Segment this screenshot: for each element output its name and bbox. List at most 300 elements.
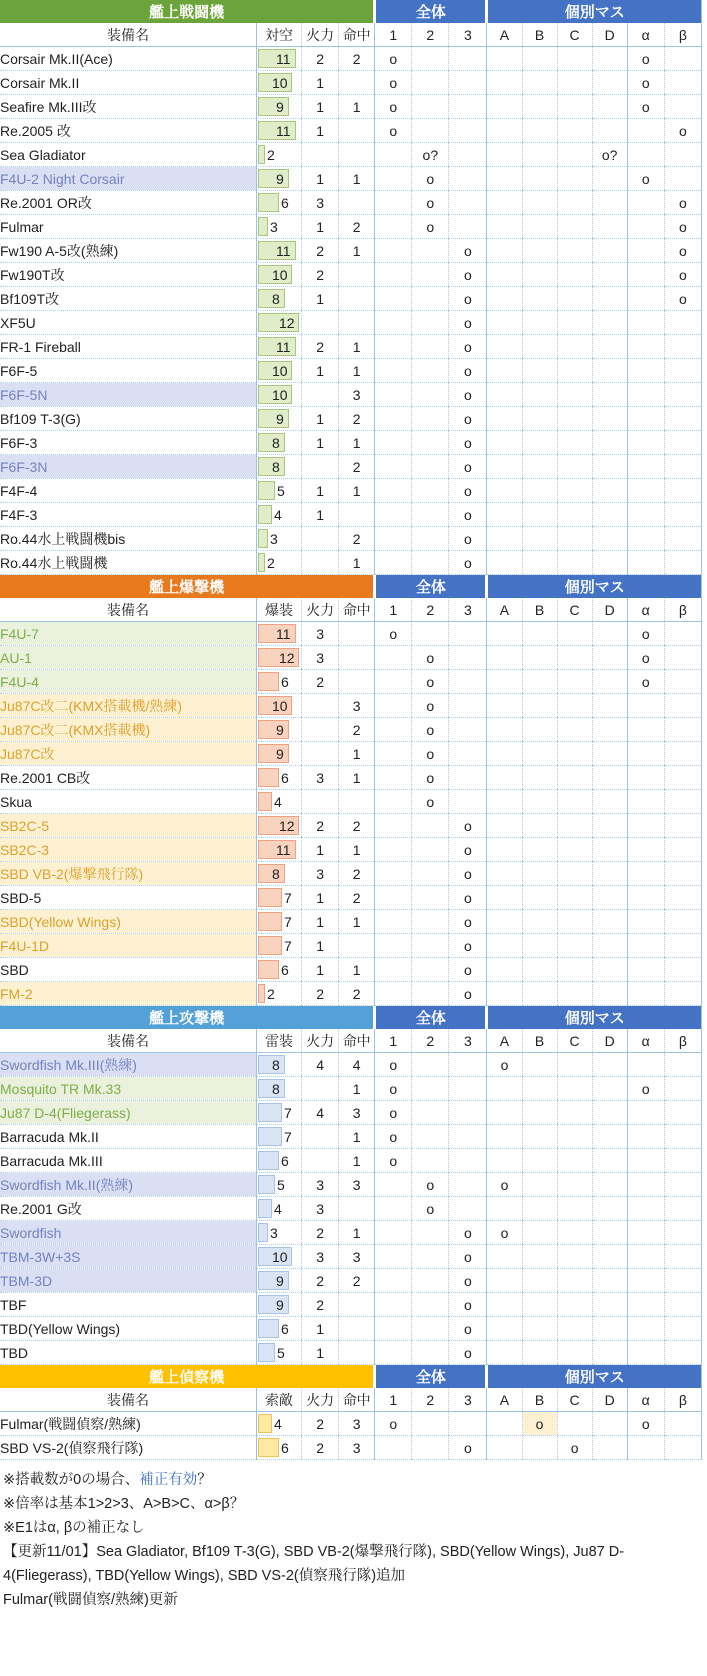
mark-cell-A[interactable] xyxy=(487,287,522,311)
firepower-value[interactable] xyxy=(302,527,339,551)
mark-cell-3[interactable]: o xyxy=(449,479,487,503)
firepower-value[interactable]: 1 xyxy=(302,359,339,383)
mark-cell-α[interactable] xyxy=(627,718,664,742)
mark-cell-β[interactable]: o xyxy=(664,119,701,143)
equipment-name[interactable]: Skua xyxy=(0,790,257,814)
stat-cell[interactable] xyxy=(257,814,302,838)
mark-cell-α[interactable] xyxy=(627,1269,664,1293)
mark-cell-2[interactable] xyxy=(412,263,449,287)
mark-cell-2[interactable]: o xyxy=(412,790,449,814)
mark-cell-1[interactable]: o xyxy=(375,1053,412,1077)
mark-cell-C[interactable] xyxy=(557,1317,592,1341)
firepower-value[interactable]: 3 xyxy=(302,622,339,646)
mark-cell-A[interactable] xyxy=(487,694,522,718)
mark-cell-B[interactable] xyxy=(522,1436,557,1460)
mark-cell-α[interactable] xyxy=(627,910,664,934)
mark-cell-α[interactable] xyxy=(627,934,664,958)
mark-cell-D[interactable] xyxy=(592,1412,627,1436)
mark-cell-A[interactable]: o xyxy=(487,1173,522,1197)
mark-cell-2[interactable] xyxy=(412,1149,449,1173)
mark-cell-A[interactable] xyxy=(487,455,522,479)
mark-cell-A[interactable] xyxy=(487,383,522,407)
mark-cell-β[interactable] xyxy=(664,910,701,934)
mark-cell-1[interactable] xyxy=(375,263,412,287)
mark-cell-C[interactable] xyxy=(557,934,592,958)
mark-cell-β[interactable] xyxy=(664,982,701,1006)
mark-cell-3[interactable]: o xyxy=(449,1221,487,1245)
mark-cell-D[interactable] xyxy=(592,431,627,455)
stat-cell[interactable] xyxy=(257,622,302,646)
mark-cell-2[interactable] xyxy=(412,431,449,455)
mark-cell-B[interactable] xyxy=(522,191,557,215)
firepower-value[interactable]: 2 xyxy=(302,982,339,1006)
mark-cell-3[interactable]: o xyxy=(449,527,487,551)
mark-cell-A[interactable] xyxy=(487,1436,522,1460)
mark-cell-D[interactable] xyxy=(592,551,627,575)
mark-cell-2[interactable] xyxy=(412,47,449,71)
firepower-value[interactable] xyxy=(302,1125,339,1149)
mark-cell-B[interactable] xyxy=(522,886,557,910)
stat-cell[interactable] xyxy=(257,1125,302,1149)
mark-cell-1[interactable] xyxy=(375,335,412,359)
firepower-value[interactable] xyxy=(302,143,339,167)
stat-cell[interactable] xyxy=(257,479,302,503)
equipment-name[interactable]: TBD xyxy=(0,1341,257,1365)
equipment-name[interactable]: Swordfish Mk.III(熟練) xyxy=(0,1053,257,1077)
mark-cell-B[interactable] xyxy=(522,71,557,95)
mark-cell-A[interactable] xyxy=(487,1101,522,1125)
mark-cell-3[interactable]: o xyxy=(449,359,487,383)
mark-cell-B[interactable] xyxy=(522,862,557,886)
mark-cell-1[interactable] xyxy=(375,1341,412,1365)
stat-cell[interactable] xyxy=(257,551,302,575)
equipment-name[interactable]: Re.2001 G改 xyxy=(0,1197,257,1221)
mark-cell-B[interactable] xyxy=(522,814,557,838)
mark-cell-D[interactable] xyxy=(592,263,627,287)
accuracy-value[interactable]: 1 xyxy=(339,239,375,263)
mark-cell-B[interactable] xyxy=(522,383,557,407)
mark-cell-D[interactable] xyxy=(592,407,627,431)
mark-cell-β[interactable]: o xyxy=(664,215,701,239)
mark-cell-β[interactable] xyxy=(664,1317,701,1341)
mark-cell-A[interactable] xyxy=(487,862,522,886)
equipment-name[interactable]: F4F-4 xyxy=(0,479,257,503)
mark-cell-A[interactable] xyxy=(487,1149,522,1173)
mark-cell-1[interactable] xyxy=(375,431,412,455)
mark-cell-D[interactable] xyxy=(592,1317,627,1341)
mark-cell-3[interactable]: o xyxy=(449,407,487,431)
mark-cell-C[interactable] xyxy=(557,766,592,790)
stat-cell[interactable] xyxy=(257,1173,302,1197)
accuracy-value[interactable]: 1 xyxy=(339,335,375,359)
mark-cell-1[interactable] xyxy=(375,1317,412,1341)
accuracy-value[interactable] xyxy=(339,263,375,287)
mark-cell-β[interactable] xyxy=(664,1197,701,1221)
mark-cell-C[interactable] xyxy=(557,814,592,838)
mark-cell-β[interactable] xyxy=(664,407,701,431)
mark-cell-β[interactable] xyxy=(664,479,701,503)
stat-cell[interactable] xyxy=(257,119,302,143)
mark-cell-2[interactable] xyxy=(412,934,449,958)
mark-cell-2[interactable] xyxy=(412,1101,449,1125)
mark-cell-1[interactable] xyxy=(375,479,412,503)
mark-cell-1[interactable] xyxy=(375,215,412,239)
mark-cell-1[interactable]: o xyxy=(375,119,412,143)
mark-cell-B[interactable] xyxy=(522,982,557,1006)
mark-cell-C[interactable] xyxy=(557,886,592,910)
equipment-name[interactable]: Bf109T改 xyxy=(0,287,257,311)
mark-cell-1[interactable]: o xyxy=(375,622,412,646)
stat-cell[interactable] xyxy=(257,1245,302,1269)
accuracy-value[interactable]: 2 xyxy=(339,527,375,551)
firepower-value[interactable]: 2 xyxy=(302,263,339,287)
stat-cell[interactable] xyxy=(257,646,302,670)
mark-cell-A[interactable] xyxy=(487,886,522,910)
mark-cell-C[interactable] xyxy=(557,191,592,215)
mark-cell-2[interactable] xyxy=(412,1077,449,1101)
mark-cell-D[interactable] xyxy=(592,1436,627,1460)
mark-cell-β[interactable] xyxy=(664,646,701,670)
mark-cell-D[interactable] xyxy=(592,886,627,910)
stat-cell[interactable] xyxy=(257,95,302,119)
mark-cell-β[interactable] xyxy=(664,958,701,982)
mark-cell-2[interactable] xyxy=(412,982,449,1006)
mark-cell-A[interactable] xyxy=(487,1245,522,1269)
mark-cell-α[interactable] xyxy=(627,862,664,886)
accuracy-value[interactable]: 2 xyxy=(339,455,375,479)
stat-cell[interactable] xyxy=(257,838,302,862)
mark-cell-A[interactable] xyxy=(487,527,522,551)
mark-cell-1[interactable] xyxy=(375,766,412,790)
equipment-name[interactable]: Fw190T改 xyxy=(0,263,257,287)
mark-cell-B[interactable] xyxy=(522,287,557,311)
mark-cell-C[interactable] xyxy=(557,71,592,95)
mark-cell-α[interactable]: o xyxy=(627,622,664,646)
stat-cell[interactable] xyxy=(257,670,302,694)
mark-cell-A[interactable] xyxy=(487,910,522,934)
stat-cell[interactable] xyxy=(257,910,302,934)
mark-cell-A[interactable] xyxy=(487,958,522,982)
mark-cell-B[interactable] xyxy=(522,1149,557,1173)
mark-cell-α[interactable] xyxy=(627,1197,664,1221)
stat-cell[interactable] xyxy=(257,886,302,910)
mark-cell-3[interactable] xyxy=(449,766,487,790)
mark-cell-β[interactable] xyxy=(664,335,701,359)
mark-cell-α[interactable] xyxy=(627,335,664,359)
mark-cell-1[interactable] xyxy=(375,982,412,1006)
mark-cell-C[interactable] xyxy=(557,503,592,527)
mark-cell-A[interactable] xyxy=(487,814,522,838)
mark-cell-3[interactable] xyxy=(449,119,487,143)
mark-cell-C[interactable] xyxy=(557,1269,592,1293)
stat-cell[interactable] xyxy=(257,1101,302,1125)
firepower-value[interactable] xyxy=(302,551,339,575)
mark-cell-B[interactable] xyxy=(522,1125,557,1149)
equipment-name[interactable]: SB2C-5 xyxy=(0,814,257,838)
mark-cell-C[interactable] xyxy=(557,1293,592,1317)
mark-cell-B[interactable] xyxy=(522,934,557,958)
mark-cell-α[interactable]: o xyxy=(627,1412,664,1436)
firepower-value[interactable]: 2 xyxy=(302,814,339,838)
mark-cell-A[interactable] xyxy=(487,359,522,383)
mark-cell-D[interactable] xyxy=(592,1269,627,1293)
equipment-name[interactable]: Swordfish Mk.II(熟練) xyxy=(0,1173,257,1197)
mark-cell-A[interactable] xyxy=(487,47,522,71)
equipment-name[interactable]: XF5U xyxy=(0,311,257,335)
mark-cell-2[interactable] xyxy=(412,1053,449,1077)
mark-cell-D[interactable] xyxy=(592,287,627,311)
mark-cell-α[interactable] xyxy=(627,982,664,1006)
firepower-value[interactable]: 2 xyxy=(302,1293,339,1317)
mark-cell-A[interactable] xyxy=(487,670,522,694)
mark-cell-B[interactable] xyxy=(522,694,557,718)
firepower-value[interactable] xyxy=(302,790,339,814)
mark-cell-2[interactable] xyxy=(412,1221,449,1245)
mark-cell-β[interactable]: o xyxy=(664,191,701,215)
mark-cell-C[interactable] xyxy=(557,1173,592,1197)
mark-cell-A[interactable] xyxy=(487,1341,522,1365)
mark-cell-B[interactable] xyxy=(522,670,557,694)
mark-cell-α[interactable] xyxy=(627,239,664,263)
mark-cell-3[interactable] xyxy=(449,622,487,646)
mark-cell-A[interactable] xyxy=(487,95,522,119)
mark-cell-α[interactable] xyxy=(627,287,664,311)
mark-cell-α[interactable] xyxy=(627,958,664,982)
mark-cell-3[interactable]: o xyxy=(449,455,487,479)
mark-cell-α[interactable] xyxy=(627,838,664,862)
equipment-name[interactable]: SBD VB-2(爆撃飛行隊) xyxy=(0,862,257,886)
mark-cell-A[interactable]: o xyxy=(487,1221,522,1245)
mark-cell-B[interactable] xyxy=(522,718,557,742)
mark-cell-C[interactable] xyxy=(557,862,592,886)
mark-cell-2[interactable] xyxy=(412,71,449,95)
mark-cell-B[interactable] xyxy=(522,215,557,239)
mark-cell-3[interactable] xyxy=(449,718,487,742)
mark-cell-α[interactable]: o xyxy=(627,670,664,694)
mark-cell-3[interactable] xyxy=(449,167,487,191)
mark-cell-B[interactable] xyxy=(522,239,557,263)
mark-cell-D[interactable] xyxy=(592,455,627,479)
mark-cell-β[interactable] xyxy=(664,622,701,646)
mark-cell-D[interactable] xyxy=(592,838,627,862)
mark-cell-α[interactable] xyxy=(627,790,664,814)
mark-cell-3[interactable] xyxy=(449,1077,487,1101)
mark-cell-3[interactable]: o xyxy=(449,982,487,1006)
mark-cell-β[interactable] xyxy=(664,455,701,479)
mark-cell-2[interactable] xyxy=(412,1125,449,1149)
mark-cell-C[interactable]: o xyxy=(557,1436,592,1460)
mark-cell-C[interactable] xyxy=(557,694,592,718)
mark-cell-A[interactable] xyxy=(487,742,522,766)
accuracy-value[interactable] xyxy=(339,287,375,311)
mark-cell-β[interactable]: o xyxy=(664,239,701,263)
mark-cell-D[interactable] xyxy=(592,335,627,359)
mark-cell-β[interactable] xyxy=(664,886,701,910)
firepower-value[interactable] xyxy=(302,1149,339,1173)
mark-cell-α[interactable] xyxy=(627,191,664,215)
accuracy-value[interactable] xyxy=(339,1341,375,1365)
firepower-value[interactable]: 3 xyxy=(302,1245,339,1269)
mark-cell-2[interactable] xyxy=(412,287,449,311)
equipment-name[interactable]: Fw190 A-5改(熟練) xyxy=(0,239,257,263)
mark-cell-α[interactable] xyxy=(627,263,664,287)
mark-cell-α[interactable] xyxy=(627,455,664,479)
mark-cell-2[interactable] xyxy=(412,407,449,431)
mark-cell-β[interactable] xyxy=(664,47,701,71)
mark-cell-B[interactable] xyxy=(522,551,557,575)
stat-cell[interactable] xyxy=(257,191,302,215)
mark-cell-1[interactable] xyxy=(375,742,412,766)
accuracy-value[interactable]: 2 xyxy=(339,982,375,1006)
mark-cell-C[interactable] xyxy=(557,383,592,407)
mark-cell-A[interactable] xyxy=(487,934,522,958)
stat-cell[interactable] xyxy=(257,311,302,335)
mark-cell-1[interactable] xyxy=(375,790,412,814)
equipment-name[interactable]: Ro.44水上戦闘機 xyxy=(0,551,257,575)
mark-cell-3[interactable] xyxy=(449,47,487,71)
mark-cell-2[interactable] xyxy=(412,119,449,143)
mark-cell-D[interactable] xyxy=(592,95,627,119)
mark-cell-D[interactable] xyxy=(592,814,627,838)
stat-cell[interactable] xyxy=(257,742,302,766)
accuracy-value[interactable] xyxy=(339,503,375,527)
mark-cell-1[interactable] xyxy=(375,1245,412,1269)
equipment-name[interactable]: TBD(Yellow Wings) xyxy=(0,1317,257,1341)
equipment-name[interactable]: Bf109 T-3(G) xyxy=(0,407,257,431)
accuracy-value[interactable]: 1 xyxy=(339,359,375,383)
firepower-value[interactable] xyxy=(302,383,339,407)
mark-cell-C[interactable] xyxy=(557,407,592,431)
mark-cell-A[interactable] xyxy=(487,431,522,455)
mark-cell-2[interactable]: o xyxy=(412,1173,449,1197)
mark-cell-β[interactable] xyxy=(664,1341,701,1365)
mark-cell-α[interactable] xyxy=(627,503,664,527)
mark-cell-C[interactable] xyxy=(557,838,592,862)
firepower-value[interactable] xyxy=(302,311,339,335)
equipment-name[interactable]: Ju87 D-4(Fliegerass) xyxy=(0,1101,257,1125)
mark-cell-β[interactable] xyxy=(664,934,701,958)
mark-cell-C[interactable] xyxy=(557,1149,592,1173)
equipment-name[interactable]: SBD xyxy=(0,958,257,982)
mark-cell-α[interactable]: o xyxy=(627,95,664,119)
mark-cell-3[interactable]: o xyxy=(449,1341,487,1365)
mark-cell-β[interactable] xyxy=(664,503,701,527)
accuracy-value[interactable]: 1 xyxy=(339,167,375,191)
mark-cell-1[interactable] xyxy=(375,287,412,311)
mark-cell-3[interactable]: o xyxy=(449,551,487,575)
mark-cell-2[interactable] xyxy=(412,239,449,263)
equipment-name[interactable]: F4U-4 xyxy=(0,670,257,694)
mark-cell-A[interactable] xyxy=(487,239,522,263)
mark-cell-D[interactable] xyxy=(592,934,627,958)
mark-cell-α[interactable] xyxy=(627,694,664,718)
accuracy-value[interactable]: 3 xyxy=(339,383,375,407)
mark-cell-B[interactable]: o xyxy=(522,1412,557,1436)
stat-cell[interactable] xyxy=(257,934,302,958)
mark-cell-A[interactable] xyxy=(487,1412,522,1436)
mark-cell-D[interactable] xyxy=(592,766,627,790)
mark-cell-α[interactable] xyxy=(627,1293,664,1317)
mark-cell-D[interactable] xyxy=(592,239,627,263)
stat-cell[interactable] xyxy=(257,958,302,982)
mark-cell-β[interactable] xyxy=(664,838,701,862)
mark-cell-1[interactable]: o xyxy=(375,47,412,71)
mark-cell-2[interactable] xyxy=(412,862,449,886)
mark-cell-β[interactable] xyxy=(664,862,701,886)
mark-cell-1[interactable] xyxy=(375,886,412,910)
mark-cell-α[interactable] xyxy=(627,742,664,766)
firepower-value[interactable]: 1 xyxy=(302,1317,339,1341)
equipment-name[interactable]: FM-2 xyxy=(0,982,257,1006)
mark-cell-α[interactable]: o xyxy=(627,646,664,670)
stat-cell[interactable] xyxy=(257,1221,302,1245)
mark-cell-1[interactable] xyxy=(375,670,412,694)
mark-cell-α[interactable] xyxy=(627,215,664,239)
mark-cell-3[interactable] xyxy=(449,191,487,215)
mark-cell-1[interactable]: o xyxy=(375,1077,412,1101)
mark-cell-C[interactable] xyxy=(557,119,592,143)
firepower-value[interactable]: 2 xyxy=(302,239,339,263)
mark-cell-D[interactable] xyxy=(592,958,627,982)
equipment-name[interactable]: Corsair Mk.II xyxy=(0,71,257,95)
accuracy-value[interactable]: 2 xyxy=(339,862,375,886)
mark-cell-B[interactable] xyxy=(522,958,557,982)
accuracy-value[interactable]: 1 xyxy=(339,1077,375,1101)
mark-cell-3[interactable] xyxy=(449,95,487,119)
stat-cell[interactable] xyxy=(257,239,302,263)
equipment-name[interactable]: Re.2001 OR改 xyxy=(0,191,257,215)
mark-cell-3[interactable] xyxy=(449,1412,487,1436)
mark-cell-D[interactable] xyxy=(592,646,627,670)
equipment-name[interactable]: FR-1 Fireball xyxy=(0,335,257,359)
mark-cell-3[interactable]: o xyxy=(449,263,487,287)
mark-cell-1[interactable] xyxy=(375,191,412,215)
mark-cell-A[interactable] xyxy=(487,407,522,431)
mark-cell-C[interactable] xyxy=(557,551,592,575)
mark-cell-C[interactable] xyxy=(557,1125,592,1149)
equipment-name[interactable]: SBD(Yellow Wings) xyxy=(0,910,257,934)
accuracy-value[interactable] xyxy=(339,1293,375,1317)
mark-cell-1[interactable] xyxy=(375,1436,412,1460)
mark-cell-C[interactable] xyxy=(557,742,592,766)
accuracy-value[interactable]: 1 xyxy=(339,95,375,119)
mark-cell-C[interactable] xyxy=(557,263,592,287)
mark-cell-2[interactable]: o? xyxy=(412,143,449,167)
accuracy-value[interactable] xyxy=(339,1317,375,1341)
mark-cell-A[interactable] xyxy=(487,1269,522,1293)
mark-cell-D[interactable] xyxy=(592,1173,627,1197)
equipment-name[interactable]: F6F-5 xyxy=(0,359,257,383)
mark-cell-D[interactable] xyxy=(592,503,627,527)
mark-cell-D[interactable] xyxy=(592,1245,627,1269)
mark-cell-1[interactable]: o xyxy=(375,1101,412,1125)
mark-cell-D[interactable] xyxy=(592,479,627,503)
mark-cell-A[interactable] xyxy=(487,551,522,575)
mark-cell-A[interactable] xyxy=(487,790,522,814)
mark-cell-A[interactable] xyxy=(487,119,522,143)
mark-cell-1[interactable] xyxy=(375,383,412,407)
mark-cell-β[interactable] xyxy=(664,1436,701,1460)
mark-cell-1[interactable]: o xyxy=(375,1412,412,1436)
firepower-value[interactable] xyxy=(302,694,339,718)
stat-cell[interactable] xyxy=(257,431,302,455)
firepower-value[interactable]: 3 xyxy=(302,191,339,215)
mark-cell-β[interactable] xyxy=(664,71,701,95)
mark-cell-3[interactable]: o xyxy=(449,431,487,455)
mark-cell-1[interactable]: o xyxy=(375,1149,412,1173)
stat-cell[interactable] xyxy=(257,527,302,551)
mark-cell-D[interactable] xyxy=(592,383,627,407)
